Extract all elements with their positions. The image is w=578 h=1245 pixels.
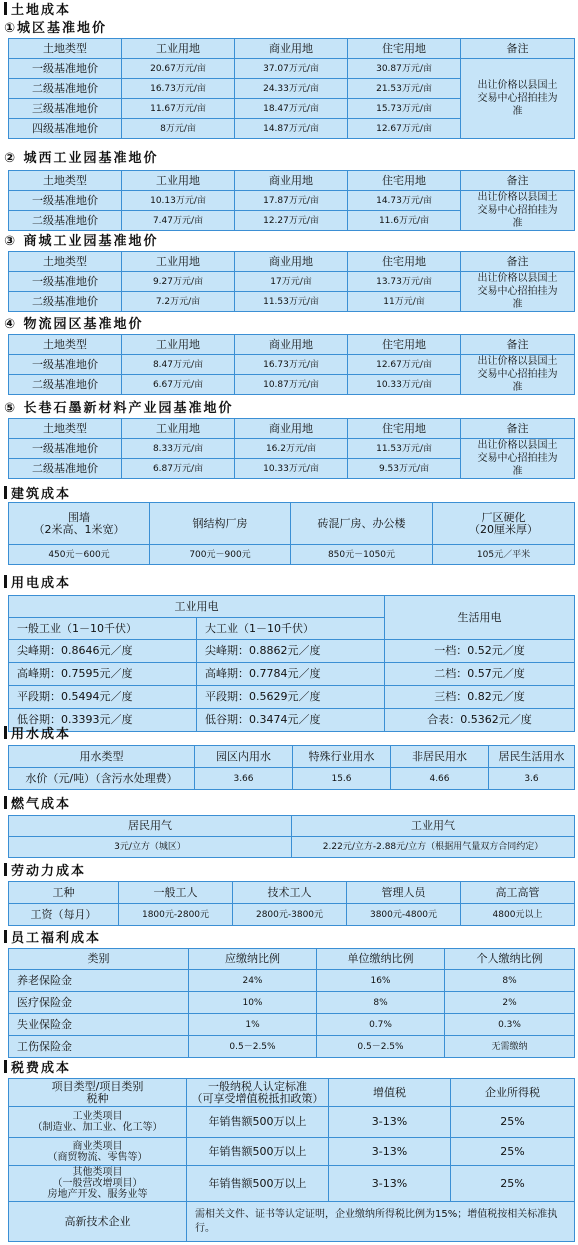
price-cell: 8.47万元/亩 — [122, 355, 235, 375]
price-cell: 11.67万元/亩 — [122, 99, 235, 119]
section-title-water-text: 用水成本 — [11, 727, 72, 742]
grade-label: 三级基准地价 — [9, 99, 122, 119]
tax-cell: 高新技术企业 — [9, 1202, 187, 1242]
price-cell: 10.33万元/亩 — [235, 459, 348, 479]
price-cell: 17.87万元/亩 — [235, 191, 348, 211]
ratio-cell: 无需缴纳 — [445, 1036, 575, 1058]
zone-title: ② 城西工业园基准地价 — [4, 151, 159, 166]
table-header-row — [9, 335, 575, 355]
price-cell: 3800元-4800元 — [347, 904, 461, 926]
zone-title: ①城区基准地价 — [4, 21, 108, 36]
price-cell: 15.73万元/亩 — [348, 99, 461, 119]
header-cell: 砖混厂房、办公楼 — [291, 503, 433, 545]
price-cell: 16.2万元/亩 — [235, 439, 348, 459]
tax-cell: 年销售额500万以上 — [187, 1166, 329, 1202]
header-cell: 商业用地 — [235, 39, 348, 59]
header-cell: 商业用地 — [235, 419, 348, 439]
header-cell: 一般工业（1－10千伏） — [9, 618, 197, 640]
header-cell: 应缴纳比例 — [189, 949, 317, 970]
header-cell: 商业用地 — [235, 335, 348, 355]
section-bar-icon — [4, 575, 7, 588]
header-cell: 一般纳税人认定标准 （可享受增值税抵扣政策） — [187, 1079, 329, 1107]
price-cell: 17万元/亩 — [235, 272, 348, 292]
table-header-row — [9, 503, 575, 545]
table-row — [9, 545, 575, 565]
header-cell: 工业用气 — [292, 816, 575, 837]
header-cell: 管理人员 — [347, 882, 461, 904]
price-cell: 9.27万元/亩 — [122, 272, 235, 292]
price-cell: 工资（每月） — [9, 904, 119, 926]
header-cell: 土地类型 — [9, 39, 122, 59]
section-bar-icon — [4, 930, 7, 943]
price-cell: 8万元/亩 — [122, 119, 235, 139]
header-cell: 增值税 — [329, 1079, 451, 1107]
table-row — [9, 640, 575, 663]
header-cell: 土地类型 — [9, 419, 122, 439]
price-cell: 10.87万元/亩 — [235, 375, 348, 395]
ratio-cell: 24% — [189, 970, 317, 992]
grade-label: 一级基准地价 — [9, 439, 122, 459]
price-cell: 10.13万元/亩 — [122, 191, 235, 211]
section-bar-icon — [4, 486, 7, 499]
header-cell: 一般工人 — [119, 882, 233, 904]
table-header-row — [9, 949, 575, 970]
ratio-cell: 0.5－2.5% — [189, 1036, 317, 1058]
price-cell: 6.67万元/亩 — [122, 375, 235, 395]
header-cell: 土地类型 — [9, 171, 122, 191]
ratio-cell: 工伤保险金 — [9, 1036, 189, 1058]
land-price-table — [8, 418, 575, 479]
building-cost-table — [8, 502, 575, 565]
header-cell: 住宅用地 — [348, 419, 461, 439]
price-cell: 105元／平米 — [433, 545, 575, 565]
table-row — [9, 709, 575, 732]
header-cell: 工业用电 — [9, 596, 385, 618]
section-title-welfare — [4, 930, 101, 948]
price-cell: 11.6万元/亩 — [348, 211, 461, 231]
price-cell: 12.27万元/亩 — [235, 211, 348, 231]
table-row — [9, 272, 575, 292]
price-cell: 850元－1050元 — [291, 545, 433, 565]
table-row — [9, 686, 575, 709]
price-cell: 3.6 — [489, 768, 575, 790]
price-cell: 平段期：0.5629元／度 — [197, 686, 385, 709]
water-cost-table — [8, 745, 575, 790]
grade-label: 四级基准地价 — [9, 119, 122, 139]
price-cell: 20.67万元/亩 — [122, 59, 235, 79]
price-cell: 15.6 — [293, 768, 391, 790]
header-cell: 工业用地 — [122, 335, 235, 355]
ratio-cell: 失业保险金 — [9, 1014, 189, 1036]
price-cell: 二档：0.57元／度 — [385, 663, 575, 686]
header-cell: 备注 — [461, 39, 575, 59]
tax-cell: 工业类项目 （制造业、加工业、化工等） — [9, 1107, 187, 1138]
ratio-cell: 养老保险金 — [9, 970, 189, 992]
section-bar-icon — [4, 726, 7, 739]
price-cell: 尖峰期：0.8646元／度 — [9, 640, 197, 663]
section-title-water — [4, 726, 71, 744]
header-cell: 特殊行业用水 — [293, 746, 391, 768]
grade-label: 二级基准地价 — [9, 375, 122, 395]
price-cell: 低谷期：0.3474元／度 — [197, 709, 385, 732]
section-title-building-text: 建筑成本 — [11, 487, 72, 502]
header-cell: 居民生活用水 — [489, 746, 575, 768]
price-cell: 700元－900元 — [150, 545, 291, 565]
ratio-cell: 1% — [189, 1014, 317, 1036]
grade-label: 一级基准地价 — [9, 272, 122, 292]
header-cell: 工种 — [9, 882, 119, 904]
remark-cell: 出让价格以县国土交易中心招拍挂为准 — [461, 355, 575, 395]
price-cell: 11.53万元/亩 — [235, 292, 348, 312]
header-cell: 住宅用地 — [348, 252, 461, 272]
header-cell: 高工高管 — [461, 882, 575, 904]
header-cell: 园区内用水 — [195, 746, 293, 768]
header-cell: 工业用地 — [122, 39, 235, 59]
land-price-table — [8, 170, 575, 231]
header-cell: 单位缴纳比例 — [317, 949, 445, 970]
header-cell: 用水类型 — [9, 746, 195, 768]
header-cell: 商业用地 — [235, 252, 348, 272]
header-cell: 土地类型 — [9, 252, 122, 272]
header-cell: 项目类型/项目类别 税种 — [9, 1079, 187, 1107]
price-cell: 7.2万元/亩 — [122, 292, 235, 312]
header-cell: 工业用地 — [122, 252, 235, 272]
ratio-cell: 8% — [317, 992, 445, 1014]
price-cell: 12.67万元/亩 — [348, 355, 461, 375]
ratio-cell: 0.5－2.5% — [317, 1036, 445, 1058]
zone-title: ③ 商城工业园基准地价 — [4, 234, 159, 249]
header-cell: 类别 — [9, 949, 189, 970]
tax-cell: 年销售额500万以上 — [187, 1107, 329, 1138]
remark-cell: 出让价格以县国土交易中心招拍挂为准 — [461, 59, 575, 139]
tax-cell: 3-13% — [329, 1138, 451, 1166]
grade-label: 二级基准地价 — [9, 292, 122, 312]
table-row — [9, 1138, 575, 1166]
price-cell: 高峰期：0.7784元／度 — [197, 663, 385, 686]
table-row — [9, 970, 575, 992]
header-cell: 商业用地 — [235, 171, 348, 191]
land-price-table — [8, 251, 575, 312]
header-cell: 围墙 （2米高、1米宽） — [9, 503, 150, 545]
section-bar-icon — [4, 1060, 7, 1073]
table-row — [9, 837, 575, 858]
header-cell: 个人缴纳比例 — [445, 949, 575, 970]
price-cell: 450元－600元 — [9, 545, 150, 565]
tax-cell: 25% — [451, 1166, 575, 1202]
tax-cell: 商业类项目 （商贸物流、零售等） — [9, 1138, 187, 1166]
table-row — [9, 1036, 575, 1058]
zone-title: ⑤ 长巷石墨新材料产业园基准地价 — [4, 401, 234, 416]
price-cell: 水价（元/吨）（含污水处理费） — [9, 768, 195, 790]
section-title-land — [4, 2, 71, 20]
remark-cell: 出让价格以县国土交易中心招拍挂为准 — [461, 272, 575, 312]
header-cell: 钢结构厂房 — [150, 503, 291, 545]
gas-cost-table — [8, 815, 575, 858]
tax-cell: 3-13% — [329, 1166, 451, 1202]
tax-cell: 25% — [451, 1138, 575, 1166]
section-title-power-text: 用电成本 — [11, 576, 72, 591]
header-cell: 大工业（1－10千伏） — [197, 618, 385, 640]
ratio-cell: 医疗保险金 — [9, 992, 189, 1014]
price-cell: 2.22元/立方-2.88元/立方（根据用气量双方合同约定） — [292, 837, 575, 858]
table-header-row — [9, 171, 575, 191]
table-row — [9, 59, 575, 79]
section-title-labor-text: 劳动力成本 — [11, 864, 87, 879]
price-cell: 尖峰期：0.8862元／度 — [197, 640, 385, 663]
tax-note-cell: 需相关文件、证书等认定证明，企业缴纳所得税比例为15%；增值税按相关标准执行。 — [187, 1202, 575, 1242]
price-cell: 三档：0.82元／度 — [385, 686, 575, 709]
table-row — [9, 1107, 575, 1138]
section-title-labor — [4, 863, 86, 881]
price-cell: 8.33万元/亩 — [122, 439, 235, 459]
section-title-tax-text: 税费成本 — [11, 1061, 72, 1076]
tax-cell: 3-13% — [329, 1107, 451, 1138]
price-cell: 4.66 — [391, 768, 489, 790]
price-cell: 13.73万元/亩 — [348, 272, 461, 292]
price-cell: 合表：0.5362元／度 — [385, 709, 575, 732]
price-cell: 21.53万元/亩 — [348, 79, 461, 99]
table-row — [9, 1202, 575, 1242]
ratio-cell: 0.7% — [317, 1014, 445, 1036]
grade-label: 二级基准地价 — [9, 211, 122, 231]
header-cell: 住宅用地 — [348, 171, 461, 191]
header-cell: 备注 — [461, 171, 575, 191]
tax-cell: 年销售额500万以上 — [187, 1138, 329, 1166]
price-cell: 37.07万元/亩 — [235, 59, 348, 79]
price-cell: 18.47万元/亩 — [235, 99, 348, 119]
header-cell: 工业用地 — [122, 171, 235, 191]
price-cell: 6.87万元/亩 — [122, 459, 235, 479]
header-cell: 工业用地 — [122, 419, 235, 439]
table-header-row — [9, 746, 575, 768]
land-price-table — [8, 38, 575, 139]
zone-title: ④ 物流园区基准地价 — [4, 317, 144, 332]
labor-cost-table — [8, 881, 575, 926]
price-cell: 14.73万元/亩 — [348, 191, 461, 211]
table-row — [9, 1166, 575, 1202]
price-cell: 9.53万元/亩 — [348, 459, 461, 479]
header-cell: 企业所得税 — [451, 1079, 575, 1107]
ratio-cell: 16% — [317, 970, 445, 992]
price-cell: 平段期：0.5494元／度 — [9, 686, 197, 709]
header-cell: 生活用电 — [385, 596, 575, 640]
price-cell: 低谷期：0.3393元／度 — [9, 709, 197, 732]
price-cell: 10.33万元/亩 — [348, 375, 461, 395]
price-cell: 11万元/亩 — [348, 292, 461, 312]
table-header-row — [9, 816, 575, 837]
price-cell: 一档：0.52元／度 — [385, 640, 575, 663]
tax-cell: 25% — [451, 1107, 575, 1138]
price-cell: 3元/立方（城区） — [9, 837, 292, 858]
grade-label: 一级基准地价 — [9, 191, 122, 211]
table-row — [9, 191, 575, 211]
price-cell: 30.87万元/亩 — [348, 59, 461, 79]
table-header-row — [9, 1079, 575, 1107]
price-cell: 24.33万元/亩 — [235, 79, 348, 99]
tax-cost-table — [8, 1078, 575, 1242]
section-bar-icon — [4, 863, 7, 876]
table-row — [9, 992, 575, 1014]
price-cell: 3.66 — [195, 768, 293, 790]
section-bar-icon — [4, 2, 7, 15]
section-title-welfare-text: 员工福利成本 — [11, 931, 102, 946]
header-cell: 住宅用地 — [348, 39, 461, 59]
price-cell: 11.53万元/亩 — [348, 439, 461, 459]
header-cell: 居民用气 — [9, 816, 292, 837]
welfare-cost-table — [8, 948, 575, 1058]
header-cell: 备注 — [461, 419, 575, 439]
table-header-row — [9, 419, 575, 439]
table-header-row — [9, 596, 575, 618]
price-cell: 2800元-3800元 — [233, 904, 347, 926]
table-row — [9, 768, 575, 790]
section-bar-icon — [4, 796, 7, 809]
grade-label: 一级基准地价 — [9, 59, 122, 79]
price-cell: 1800元-2800元 — [119, 904, 233, 926]
land-price-table — [8, 334, 575, 395]
price-cell: 高峰期：0.7595元／度 — [9, 663, 197, 686]
power-cost-table — [8, 595, 575, 732]
price-cell: 12.67万元/亩 — [348, 119, 461, 139]
ratio-cell: 8% — [445, 970, 575, 992]
tax-cell: 其他类项目 （一般营改增项目） 房地产开发、服务业等 — [9, 1166, 187, 1202]
price-cell: 16.73万元/亩 — [235, 355, 348, 375]
ratio-cell: 10% — [189, 992, 317, 1014]
section-title-power — [4, 575, 71, 593]
header-cell: 土地类型 — [9, 335, 122, 355]
price-cell: 7.47万元/亩 — [122, 211, 235, 231]
table-header-row — [9, 882, 575, 904]
ratio-cell: 0.3% — [445, 1014, 575, 1036]
remark-cell: 出让价格以县国土交易中心招拍挂为准 — [461, 191, 575, 231]
header-cell: 备注 — [461, 252, 575, 272]
header-cell: 厂区硬化 （20厘米厚） — [433, 503, 575, 545]
table-row — [9, 1014, 575, 1036]
table-row — [9, 355, 575, 375]
grade-label: 二级基准地价 — [9, 79, 122, 99]
header-cell: 住宅用地 — [348, 335, 461, 355]
grade-label: 一级基准地价 — [9, 355, 122, 375]
section-title-gas-text: 燃气成本 — [11, 797, 72, 812]
section-title-land-text: 土地成本 — [11, 3, 72, 18]
header-cell: 非居民用水 — [391, 746, 489, 768]
table-header-row — [9, 39, 575, 59]
table-row — [9, 904, 575, 926]
price-cell: 14.87万元/亩 — [235, 119, 348, 139]
header-cell: 备注 — [461, 335, 575, 355]
table-row — [9, 439, 575, 459]
section-title-gas — [4, 796, 71, 814]
section-title-tax — [4, 1060, 71, 1078]
remark-cell: 出让价格以县国土交易中心招拍挂为准 — [461, 439, 575, 479]
header-cell: 技术工人 — [233, 882, 347, 904]
table-header-row — [9, 252, 575, 272]
grade-label: 二级基准地价 — [9, 459, 122, 479]
price-cell: 16.73万元/亩 — [122, 79, 235, 99]
table-row — [9, 663, 575, 686]
ratio-cell: 2% — [445, 992, 575, 1014]
price-cell: 4800元以上 — [461, 904, 575, 926]
